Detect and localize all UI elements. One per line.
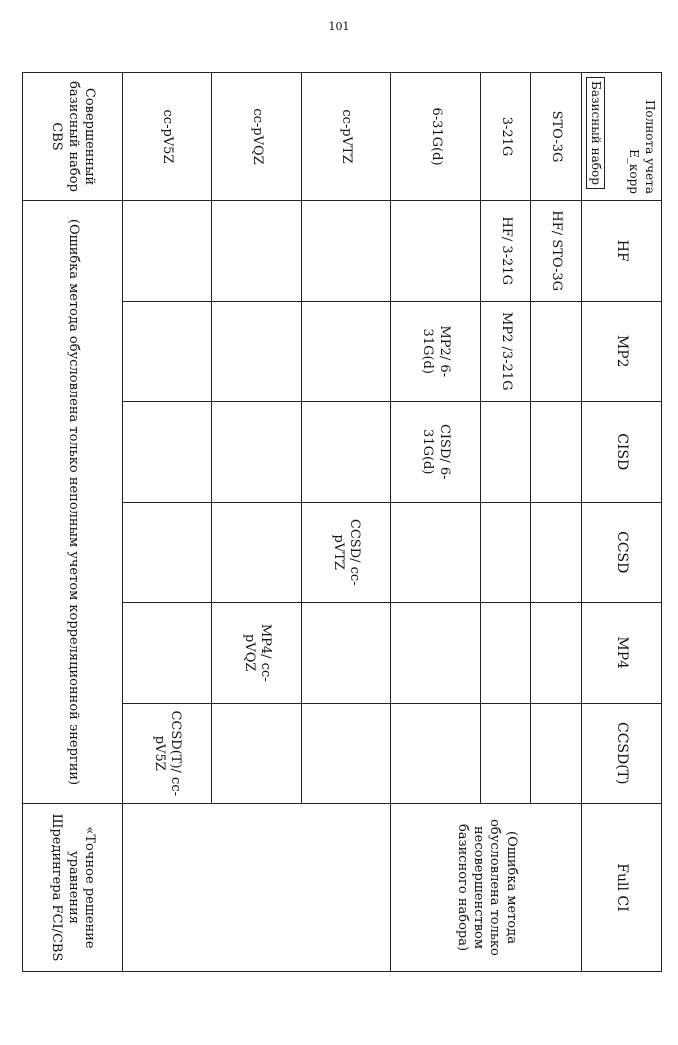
- table-cell: [480, 402, 531, 503]
- cbs-label: Совершенный базисный набор CBS: [23, 73, 123, 201]
- corner-bottom-label: Базисный набор: [586, 77, 605, 189]
- table-cell: [480, 603, 531, 704]
- table-cell: [531, 402, 582, 503]
- table-cell: [301, 703, 390, 804]
- method-header-fullci: Full CI: [582, 804, 662, 972]
- table-cell: [212, 502, 301, 603]
- table-cell: [212, 201, 301, 302]
- method-header-ccsdt: CCSD(T): [582, 703, 662, 804]
- table-cell: [123, 502, 212, 603]
- basis-label: 3-21G: [480, 73, 531, 201]
- method-header-cisd: CISD: [582, 402, 662, 503]
- rotated-table: [22, 72, 662, 972]
- table-cell: CCSD(T)/ cc-pV5Z: [123, 703, 212, 804]
- table-cell: MP2/ 6-31G(d): [391, 301, 480, 402]
- table-cell: CCSD/ cc-pVTZ: [301, 502, 390, 603]
- table-cell: [480, 703, 531, 804]
- table-cell: MP4/ cc-pVQZ: [212, 603, 301, 704]
- table-cell: [301, 603, 390, 704]
- method-header-hf: HF: [582, 201, 662, 302]
- basis-row: [301, 73, 390, 972]
- empty-cell: [123, 804, 391, 972]
- table-cell: CISD/ 6-31G(d): [391, 402, 480, 503]
- corner-top-label: Полнота учета E_корр: [627, 99, 657, 194]
- basis-label: cc-pVTZ: [301, 73, 390, 201]
- full-ci-note: (Ошибка метода обусловлена только несовершенством базисного набора): [391, 804, 582, 972]
- table-cell: [212, 402, 301, 503]
- header-row: [582, 73, 662, 972]
- basis-label: cc-pVQZ: [212, 73, 301, 201]
- table-cell: [391, 703, 480, 804]
- method-header-ccsd: CCSD: [582, 502, 662, 603]
- cbs-note: (Ошибка метода обусловлена только неполным учетом корреляционной энергии): [23, 201, 123, 804]
- method-header-mp4: MP4: [582, 603, 662, 704]
- table-cell: [123, 201, 212, 302]
- table-cell: [531, 301, 582, 402]
- table-cell: [123, 603, 212, 704]
- table-cell: [531, 502, 582, 603]
- table-cell: [212, 703, 301, 804]
- table-cell: [391, 502, 480, 603]
- table-cell: HF/ 3-21G: [480, 201, 531, 302]
- rotated-table-container: [22, 72, 662, 972]
- table-cell: [391, 603, 480, 704]
- corner-cell: [582, 73, 662, 201]
- table-cell: [301, 201, 390, 302]
- table-cell: [123, 402, 212, 503]
- table-cell: [480, 502, 531, 603]
- basis-row: [531, 73, 582, 972]
- fci-cbs-label: «Точное решение уравнения Шредингера FCI/CBS: [23, 804, 123, 972]
- table-cell: [391, 201, 480, 302]
- method-header-mp2: MP2: [582, 301, 662, 402]
- table-cell: HF/ STO-3G: [531, 201, 582, 302]
- table-cell: [301, 301, 390, 402]
- cbs-row: [23, 73, 123, 972]
- basis-label: cc-pV5Z: [123, 73, 212, 201]
- table-cell: [531, 603, 582, 704]
- methods-basis-table: [22, 72, 662, 972]
- basis-label: 6-31G(d): [391, 73, 480, 201]
- table-cell: [212, 301, 301, 402]
- table-cell: [123, 301, 212, 402]
- basis-label: STO-3G: [531, 73, 582, 201]
- table-cell: [531, 703, 582, 804]
- table-cell: MP2 /3-21G: [480, 301, 531, 402]
- page-number: 101: [328, 20, 350, 33]
- table-cell: [301, 402, 390, 503]
